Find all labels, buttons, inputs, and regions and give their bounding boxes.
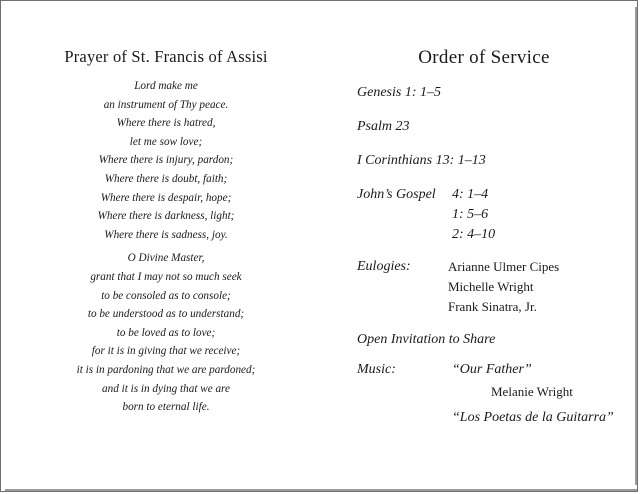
prayer-line: Where there is hatred, — [116, 117, 216, 130]
prayer-line: Where there is darkness, light; — [97, 210, 235, 223]
page-edge-shadow — [635, 7, 637, 485]
prayer-line: Lord make me — [134, 80, 198, 92]
reading-psalm: Psalm 23 — [357, 119, 410, 134]
prayer-line: for it is in giving that we receive; — [91, 345, 241, 358]
prayer-line: let me sow love; — [129, 135, 203, 148]
order-of-service-panel — [357, 47, 627, 424]
prayer-title: Prayer of St. Francis of Assisi — [64, 47, 268, 66]
prayer-line: it is in pardoning that we are pardoned; — [76, 363, 256, 376]
prayer-line: grant that I may not so much seek — [90, 270, 242, 283]
gospel-ref: 2: 4–10 — [452, 227, 496, 242]
eulogies-label: Eulogies: — [357, 259, 411, 274]
prayer-line: born to eternal life. — [122, 401, 210, 414]
prayer-line: O Divine Master, — [127, 252, 205, 265]
prayer-line: Where there is despair, hope; — [100, 191, 232, 204]
prayer-line: to be understood as to understand; — [87, 308, 245, 321]
eulogist-name: Frank Sinatra, Jr. — [448, 299, 537, 314]
prayer-line: Where there is doubt, faith; — [104, 172, 228, 185]
gospel-ref: 1: 5–6 — [452, 207, 489, 222]
reading-genesis: Genesis 1: 1–5 — [357, 85, 441, 100]
prayer-line: Where there is sadness, joy. — [104, 228, 228, 241]
music-song: “Los Poetas de la Guitarra” — [452, 410, 614, 425]
prayer-line: Where there is injury, pardon; — [98, 154, 234, 167]
gospel-ref: 4: 1–4 — [452, 187, 489, 202]
prayer-line: to be loved as to love; — [116, 326, 216, 339]
eulogies-block — [357, 257, 627, 317]
prayer-panel — [21, 47, 311, 417]
prayer-line: and it is in dying that we are — [102, 382, 230, 395]
prayer-line: to be consoled as to console; — [101, 289, 231, 302]
service-title: Order of Service — [418, 47, 550, 68]
music-label: Music: — [357, 362, 396, 377]
gospel-block — [357, 185, 627, 245]
page-edge-shadow-bottom — [5, 489, 637, 491]
reading-corinthians: I Corinthians 13: 1–13 — [357, 153, 486, 168]
open-invitation: Open Invitation to Share — [357, 332, 496, 347]
prayer-line: an instrument of Thy peace. — [103, 98, 229, 111]
eulogist-name: Michelle Wright — [448, 279, 534, 294]
music-performer: Melanie Wright — [491, 384, 573, 399]
eulogist-name: Arianne Ulmer Cipes — [448, 259, 560, 274]
gospel-label: John’s Gospel — [357, 187, 436, 202]
music-block — [357, 360, 627, 424]
music-song: “Our Father” — [452, 362, 532, 377]
